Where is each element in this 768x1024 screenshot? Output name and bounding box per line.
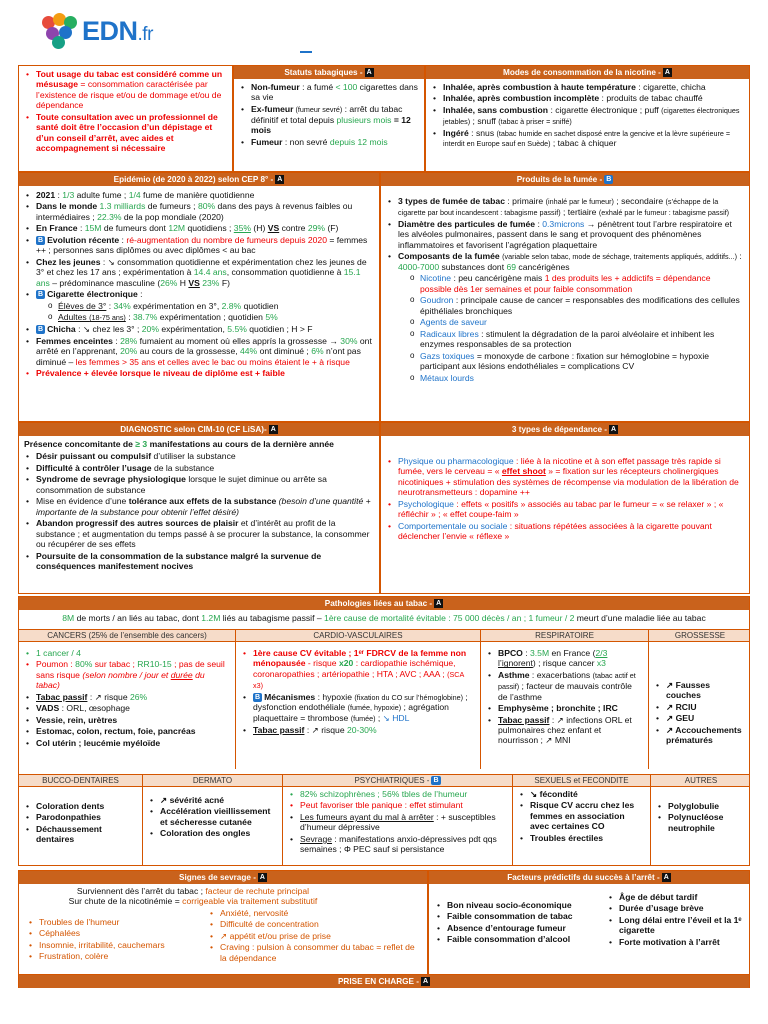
diag-intro: Présence concomitante de ≥ 3 manifestations au cours de la dernière année [24, 439, 334, 449]
column-title: AUTRES [651, 775, 750, 787]
patho-item: • 1ère cause CV évitable ; 1ᵉʳ FDRCV de la femme non ménopausée - risque x20 : cardiopathie ischémique, coronaropathies ; artériopathie ; HTA ; AVC ; AAA ; (SCA x3) [241, 648, 475, 691]
patho-item: • ↗ Fausses couches [654, 680, 746, 701]
diagnostic-box [18, 422, 380, 594]
rank-badge: A [270, 426, 276, 433]
patho-item: • Estomac, colon, rectum, foie, pancréas [24, 726, 230, 736]
patho-item: • ↗ Accouchements prématurés [654, 725, 746, 746]
fumee-subitem: o Agents de saveur [398, 317, 744, 327]
predictif-item: • Long délai entre l’éveil et la 1ᵉ cigarette [607, 915, 743, 936]
sevrage-item: • Troubles de l’humeur [27, 917, 204, 927]
dependance-item: • Physique ou pharmacologique : liée à la nicotine et à son effet passage très rapide si fumée, vers le cerveau = « effet shoot » = fixation sur les récepteurs cholinergiques nicotiniques + stimulation des systèmes de récompense via modulation de la libération de neurotransmetteurs : dopamine ++ [386, 456, 744, 498]
brain-logo-icon [40, 12, 78, 50]
rank-badge: B [433, 777, 439, 784]
sevrage-box [18, 870, 428, 985]
patho-item: • Risque CV accru chez les femmes en association avec certaines CO [518, 800, 645, 831]
sevrage-item: • Anxiété, nervosité [208, 908, 420, 918]
diag-item: • Désir puissant ou compulsif d’utiliser la substance [24, 451, 374, 461]
brand-name: EDN.fr [82, 15, 153, 46]
column-title: GROSSESSE [649, 630, 750, 642]
mode-item: • Inhalée, après combustion à haute température : cigarette, chicha [431, 82, 744, 92]
patho-item: • 1 cancer / 4 [24, 648, 230, 658]
intro-box [18, 65, 233, 172]
section-title: DIAGNOSTIC selon CIM-10 (CF LiSA)- A [19, 423, 379, 436]
predictif-item: • Bon niveau socio-économique [435, 900, 607, 910]
patho-item: • Col utérin ; leucémie myéloïde [24, 738, 230, 748]
epidemio-item: • B Chicha : ↘ chez les 3° ; 20% expérimentation, 5.5% quotidien ; H > F [24, 324, 374, 334]
epidemio-box [18, 172, 380, 422]
sevrage-item: • Difficulté de concentration [208, 919, 420, 929]
statuts-tabagiques-box [233, 65, 425, 172]
patho-item: • Poumon : 80% sur tabac ; RR10-15 ; pas de seuil sans risque (selon nombre / jour et durée du tabac) [24, 659, 230, 690]
section-title: Facteurs prédictifs du succès à l’arrêt - A [429, 871, 749, 884]
mode-item: • Inhalée, après combustion incomplète : produits de tabac chauffé [431, 93, 744, 103]
produits-fumee-box [380, 172, 750, 422]
dermato-col [143, 775, 283, 865]
dependance-box [380, 422, 750, 594]
column-title: PSYCHIATRIQUES - B [283, 775, 512, 787]
epidemio-item: • En France : 15M de fumeurs dont 12M quotidiens ; 35% (H) VS contre 29% (F) [24, 223, 374, 233]
statut-item: • Non-fumeur : a fumé < 100 cigarettes dans sa vie [239, 82, 419, 103]
rank-badge: A [436, 600, 442, 607]
patho-item: • VADS : ORL, œsophage [24, 703, 230, 713]
patho-item: • Parodonpathies [24, 812, 137, 822]
respiratoire-col [481, 630, 649, 769]
grossesse-col [649, 630, 750, 769]
statut-item: • Ex-fumeur (fumeur sevré) : arrêt du tabac définitif et total depuis plusieurs mois = 12 mois [239, 104, 419, 136]
rank-badge: A [611, 426, 617, 433]
diag-item: • Mise en évidence d’une tolérance aux effets de la substance (besoin d’une quantité + importante de la substance pour obtenir l’effet désiré) [24, 496, 374, 517]
epidemio-item: • Prévalence + élevée lorsque le niveau de diplôme est + faible [24, 368, 374, 378]
section-title: Produits de la fumée - B [381, 173, 749, 186]
patho-item: • 82% schizophrènes ; 56% tbles de l’humeur [288, 789, 507, 799]
rank-badge: A [366, 69, 372, 76]
rank-badge: A [277, 176, 283, 183]
patho-item: • Les fumeurs ayant du mal à arrêter : + susceptibles d’humeur dépressive [288, 812, 507, 833]
prise-en-charge-box [18, 974, 750, 988]
section-title: Pathologies liées au tabac - A [19, 597, 749, 610]
patho-item: • Peut favoriser tble panique : effet stimulant [288, 800, 507, 810]
fumee-subitem: o Goudron : principale cause de cancer = responsables des modifications des cellules épithéliales bronchiques [398, 295, 744, 316]
column-title: RESPIRATOIRE [481, 630, 648, 642]
column-title: DERMATO [143, 775, 282, 787]
patho-item: • ↗ sévérité acné [148, 795, 277, 805]
statut-item: • Fumeur : non sevré depuis 12 mois [239, 137, 419, 147]
section-title: PRISE EN CHARGE - A [19, 975, 749, 988]
cardio-col [236, 630, 481, 769]
predictifs-box [428, 870, 750, 985]
column-title: SEXUELS et FECONDITE [513, 775, 650, 787]
header-divider [300, 51, 312, 53]
sevrage-item: • Céphalées [27, 928, 204, 938]
rank-badge: A [664, 69, 670, 76]
sevrage-item: • Craving : pulsion à consommer du tabac = reflet de la dépendance [208, 942, 420, 963]
patho-item: • Polynucléose neutrophile [656, 812, 746, 833]
dependance-item: • Comportementale ou sociale : situations répétées associées à la cigarette pouvant déclencher l’envie « réflexe » [386, 521, 744, 542]
epidemio-item: • Femmes enceintes : 28% fumaient au moment où elles apprís la grossesse → 30% ont arrêté en l’apprenant, 20% au cours de la grossesse, 44% ont diminué ; 6% n’ont pas diminué – les femmes > 35 ans et celles avec le bac ou moins étaient le + à risque [24, 336, 374, 367]
rank-badge: A [259, 874, 265, 881]
rank-badge: A [663, 874, 669, 881]
patho-item: • ↘ fécondité [518, 789, 645, 799]
patho-summary: 8M de morts / an liés au tabac, dont 1.2M liés au tabagisme passif – 1ère cause de mortalité évitable : 75 000 décès / an ; 1 fumeur / 2 meurt d’une maladie liée au tabac [62, 613, 706, 623]
patho-item: • Vessie, rein, urètres [24, 715, 230, 725]
patho-item: • ↗ RCIU [654, 702, 746, 712]
patho-item: • Sevrage : manifestations anxio-dépressives pdt qqs semaines ; Φ PEC sauf si persistance [288, 834, 507, 855]
fumee-subitem: o Radicaux libres : stimulent la dégradation de la paroi alvéolaire et inhibent les enzymes responsables de sa protection [398, 329, 744, 350]
patho-item: • Polyglobulie [656, 801, 746, 811]
patho-item: • Asthme : exacerbations (tabac actif et passif) ; facteur de mauvais contrôle de l’asthme [486, 670, 643, 702]
intro-item: • Toute consultation avec un professionnel de santé doit être l’occasion d’un dépistage et d’un conseil d’arrêt, avec aides et accompagnement si nécessaire [24, 112, 227, 154]
epidemio-subitem: o Adultes (18-75 ans) : 38.7% expérimentation ; quotidien 5% [36, 312, 374, 323]
sevrage-item: • ↗ appétit et/ou prise de prise [208, 931, 420, 941]
sevrage-item: • Frustration, colère [27, 951, 204, 961]
diag-item: • Poursuite de la consommation de la substance malgré la survenue de conséquences manifestement nocives [24, 551, 374, 572]
patho-item: • Emphysème ; bronchite ; IRC [486, 703, 643, 713]
column-title: CANCERS (25% de l’ensemble des cancers) [19, 630, 235, 642]
predictif-item: • Faible consommation de tabac [435, 911, 607, 921]
mode-item: • Ingéré : snus (tabac humide en sachet disposé entre la gencive et la lèvre supérieure = interdit en Europe sauf en Suède) ; tabac à chiquer [431, 128, 744, 150]
patho-item: • ↗ GEU [654, 713, 746, 723]
cancers-col [19, 630, 236, 769]
column-title: BUCCO-DENTAIRES [19, 775, 142, 787]
predictif-item: • Faible consommation d’alcool [435, 934, 607, 944]
predictif-item: • Durée d’usage brève [607, 903, 743, 913]
patho-item: • Déchaussement dentaires [24, 824, 137, 845]
sevrage-item: • Insomnie, irritabilité, cauchemars [27, 940, 204, 950]
diag-item: • Syndrome de sevrage physiologique lorsque le sujet diminue ou arrête sa consommation de substance [24, 474, 374, 495]
fumee-item: • Composants de la fumée (variable selon tabac, mode de séchage, traitements appliqués, additifs...) : 4000-7000 substances dont 69 cancérigènes o Nicotine : peu cancérigène mais 1 des produits les + addictifs = dépendance possible dès 1er semaines et pour faible consommation o Goudron : principale cause de cancer = responsables des modifications des cellules épithéliales bronchiques o Agents de saveur o Radicaux libres : stimulent la dégradation de la paroi alvéolaire et inhibent les enzymes responsables de sa protection o Gazs toxiques = monoxyde de carbone : fixation sur hémoglobine = hypoxie participant aux lésions endothéliales = complications CV o Métaux lourds [386, 251, 744, 383]
patho-item: • Tabac passif : ↗ risque 20-30% [241, 725, 475, 735]
fumee-subitem: o Gazs toxiques = monoxyde de carbone : fixation sur hémoglobine = hypoxie participant aux lésions endothéliales = complications CV [398, 351, 744, 372]
mode-item: • Inhalée, sans combustion : cigarette électronique ; puff (cigarettes électroniques jetables) ; snuff (tabac à priser = sniffé) [431, 105, 744, 127]
patho-item: • BPCO : 3.5M en France (2/3 l’ignorent) ; risque cancer x3 [486, 648, 643, 669]
intro-item: • Tout usage du tabac est considéré comme un mésusage = consommation caractérisée par l’existence de risque et/ou de dommage et/ou de dépendance [24, 69, 227, 111]
epidemio-item: • 2021 : 1/3 adulte fume ; 1/4 fume de manière quotidienne [24, 190, 374, 200]
diag-item: • Abandon progressif des autres sources de plaisir et d’intérêt au profit de la substance ; et augmentation du temps passé à se procurer la substance, la consommer ou récupérer de ses effets [24, 518, 374, 549]
predictif-item: • Absence d’entourage fumeur [435, 923, 607, 933]
rank-badge: B [606, 176, 612, 183]
epidemio-item: • B Evolution récente : ré-augmentation du nombre de fumeurs depuis 2020 = femmes ++ ; personnes sans diplômes ou avec diplômes < au bac [24, 235, 374, 256]
diag-item: • Difficulté à contrôler l’usage de la substance [24, 463, 374, 473]
patho-item: • Coloration des ongles [148, 828, 277, 838]
section-title: Modes de consommation de la nicotine - A [426, 66, 749, 79]
epidemio-subitem: o Élèves de 3° : 34% expérimentation en 3°, 2.8% quotidien [36, 301, 374, 311]
autres-col [651, 775, 750, 865]
patho-item: • B Mécanismes : hypoxie (fixation du CO sur l’hémoglobine) ; dysfonction endothéliale (fumée, hypoxie) ; agrégation plaquettaire = thrombose (fumée) ; ↘ HDL [241, 692, 475, 724]
modes-consommation-box [425, 65, 750, 172]
header [0, 0, 768, 62]
bucco-col [19, 775, 143, 865]
patho-item: • Accélération vieillissement et sécheresse cutanée [148, 806, 277, 827]
fumee-subitem: o Nicotine : peu cancérigène mais 1 des produits les + addictifs = dépendance possible dès 1er semaines et pour faible consommation [398, 273, 744, 294]
pathologies-box [18, 596, 750, 866]
epidemio-item: • Dans le monde 1.3 milliards de fumeurs ; 80% dans des pays à revenus faibles ou intermédiaires ; 22.3% de la pop mondiale (2020) [24, 201, 374, 222]
edn-logo[interactable] [40, 12, 153, 50]
predictif-item: • Forte motivation à l’arrêt [607, 937, 743, 947]
patho-item: • Coloration dents [24, 801, 137, 811]
sexuels-col [513, 775, 651, 865]
epidemio-item: • B Cigarette électronique : o Élèves de 3° : 34% expérimentation en 3°, 2.8% quotidien o Adultes (18-75 ans) : 38.7% expérimentation ; quotidien 5% [24, 289, 374, 323]
sevrage-intro: Surviennent dès l’arrêt du tabac ; facteur de rechute principal Sur chute de la nicotinémie = corrigeable via traitement substitutif [68, 886, 318, 907]
psychiatriques-col [283, 775, 513, 865]
fumee-item: • 3 types de fumée de tabac : primaire (inhalé par le fumeur) ; secondaire (s’échappe de la cigarette par bout incandescent : tabagisme passif) ; tertiaire (exhalé par le fumeur : tabagisme passif) [386, 196, 744, 218]
fumee-item: • Diamètre des particules de fumée : 0.3microns → pénètrent tout l’arbre respiratoire et les alvéoles pulmonaires, passent dans le sang et provoquent des phénomènes inflammatoires et favorisent l’agrégation plaquettaire [386, 219, 744, 250]
rank-badge: A [422, 978, 429, 985]
patho-item: • Troubles érectiles [518, 833, 645, 843]
section-title: Epidémio (de 2020 à 2022) selon CEP 8° - A [19, 173, 379, 186]
column-title: CARDIO-VASCULAIRES [236, 630, 480, 642]
predictif-item: • Âge de début tardif [607, 892, 743, 902]
patho-item: • Tabac passif : ↗ infections ORL et pulmonaires chez enfant et nourrisson ; ↗ MNI [486, 715, 643, 746]
section-title: 3 types de dépendance - A [381, 423, 749, 436]
section-title: Signes de sevrage - A [19, 871, 427, 884]
epidemio-item: • Chez les jeunes : ↘ consommation quotidienne et expérimentation chez les jeunes de 3° et chez les 17 ans ; expérimentation à 14.4 ans, consommation quotidienne à 15.1 ans – prédominance masculine (26% H VS 23% F) [24, 257, 374, 288]
patho-item: • Tabac passif : ↗ risque 26% [24, 692, 230, 702]
dependance-item: • Psychologique : effets « positifs » associés au tabac par le fumeur = « se relaxer » ; « réfléchir » ; « effet coupe-faim » [386, 499, 744, 520]
fumee-subitem: o Métaux lourds [398, 373, 744, 383]
section-title: Statuts tabagiques - A [234, 66, 424, 79]
